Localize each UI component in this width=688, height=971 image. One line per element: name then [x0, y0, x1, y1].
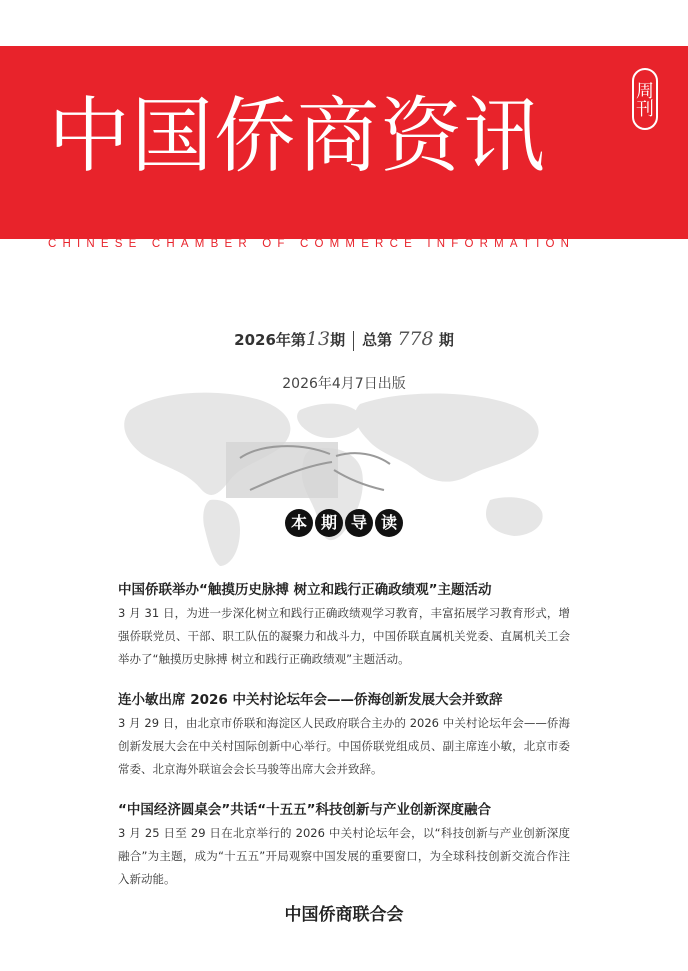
publication-date: 2026年4月7日出版 — [282, 376, 406, 392]
contents-heading-char: 导 — [345, 509, 373, 537]
article-body: 3 月 29 日，由北京市侨联和海淀区人民政府联合主办的 2026 中关村论坛年会——侨海创新发展大会在中关村国际创新中心举行。中国侨联党组成员、副主席连小敏，北京市委常委、北京海外联谊会会长马骏等出席大会并致辞。 — [118, 716, 570, 776]
article-summary — [118, 690, 570, 781]
contents-heading-char: 期 — [315, 509, 343, 537]
publication-title: 中国侨商资讯 — [48, 89, 547, 184]
issue-number-line — [0, 328, 688, 351]
issue-period-label: 期 — [330, 331, 346, 349]
contents-heading-char: 读 — [375, 509, 403, 537]
article-summary — [118, 800, 570, 891]
issue-divider — [353, 331, 354, 351]
article-title[interactable]: “中国经济圆桌会”共话“十五五”科技创新与产业创新深度融合 — [118, 802, 491, 818]
issue-number: 13 — [305, 328, 331, 350]
contents-heading-char: 本 — [285, 509, 313, 537]
english-subtitle: CHINESE CHAMBER OF COMMERCE INFORMATION — [48, 238, 576, 250]
weekly-badge: 周刊 — [632, 68, 658, 130]
contents-heading — [0, 509, 688, 537]
article-summary — [118, 580, 570, 671]
article-body: 3 月 31 日，为进一步深化树立和践行正确政绩观学习教育，丰富拓展学习教育形式，增强侨联党员、干部、职工队伍的凝聚力和战斗力，中国侨联直属机关党委、直属机关工会举办了“触摸历史脉搏 树立和践行正确政绩观”主题活动。 — [118, 606, 570, 666]
world-map-graphic — [90, 370, 610, 570]
article-title[interactable]: 中国侨联举办“触摸历史脉搏 树立和践行正确政绩观”主题活动 — [118, 582, 492, 598]
total-period-label: 期 — [438, 331, 454, 349]
article-title[interactable]: 连小敏出席 2026 中关村论坛年会——侨海创新发展大会并致辞 — [118, 692, 503, 708]
issue-year-label: 2026年第 — [234, 331, 306, 349]
article-body: 3 月 25 日至 29 日在北京举行的 2026 中关村论坛年会，以“科技创新与产业创新深度融合”为主题，成为“十五五”开局观察中国发展的重要窗口，为全球科技创新交流合作注入新动能。 — [118, 826, 570, 886]
total-issue-label: 总第 — [362, 331, 393, 349]
publisher-organization: 中国侨商联合会 — [284, 905, 404, 925]
total-issue-number: 778 — [397, 328, 434, 350]
